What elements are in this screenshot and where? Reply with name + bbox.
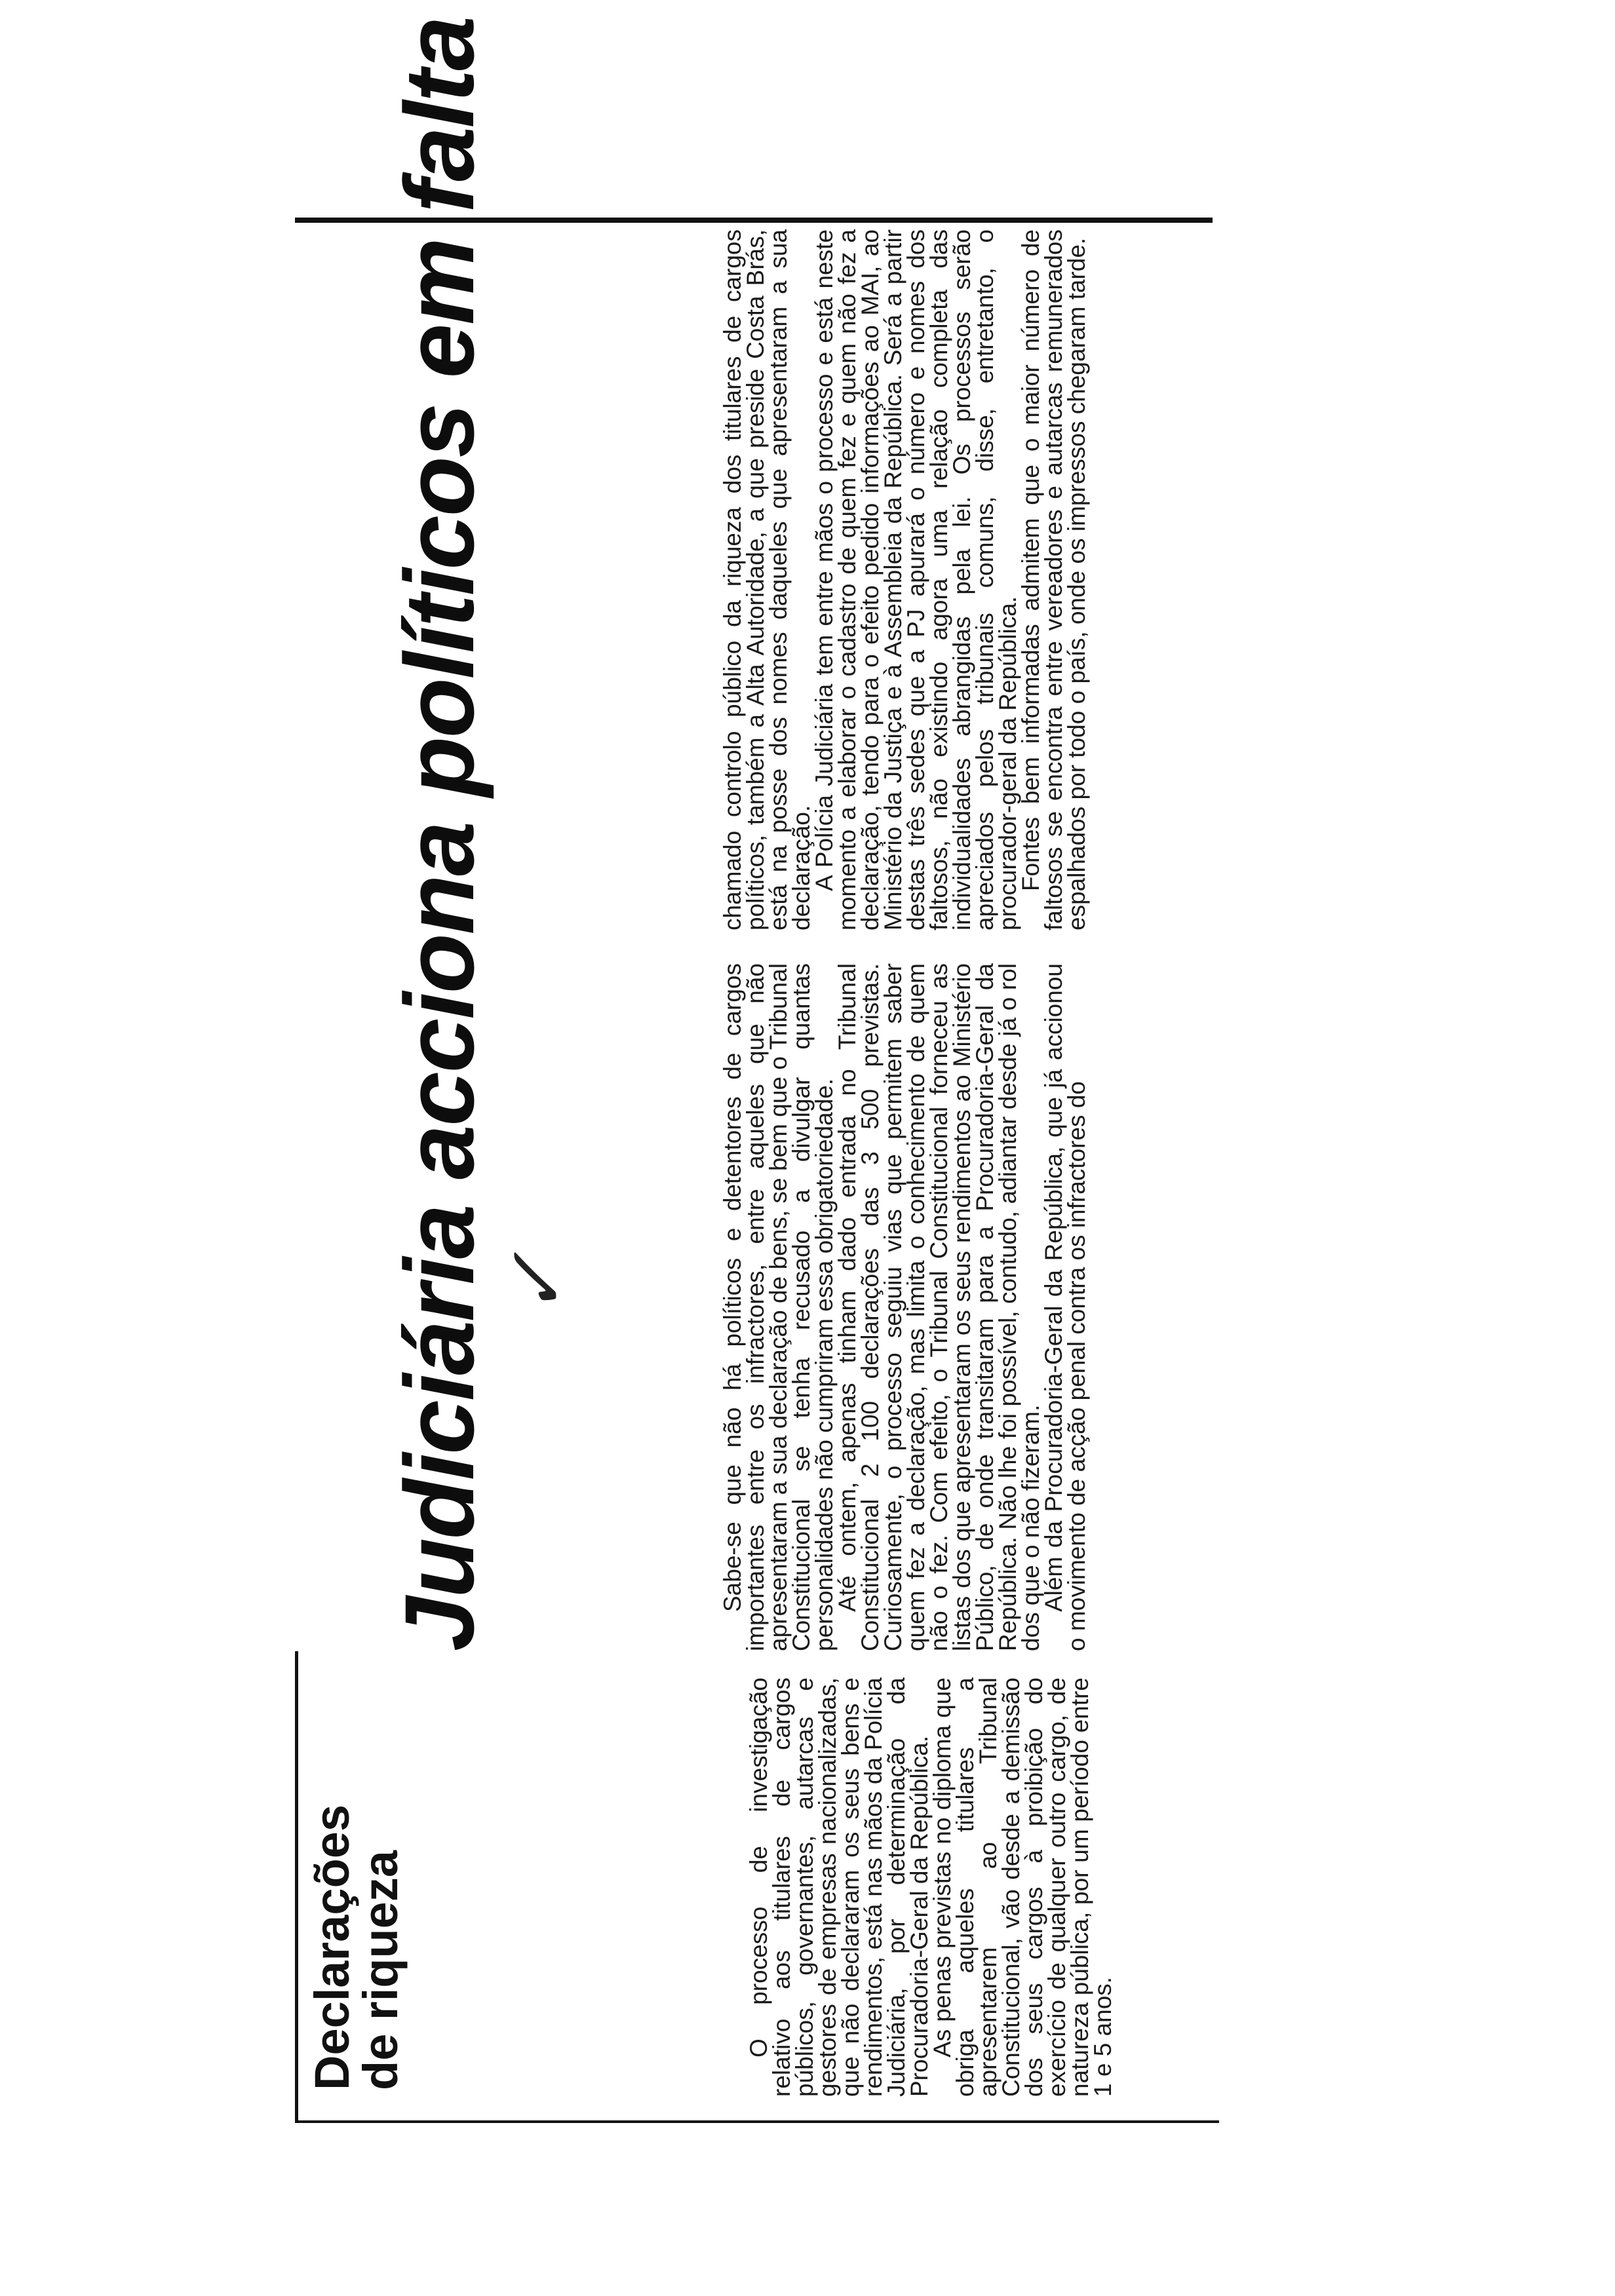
body-paragraph: Fontes bem informadas admitem que o maior número de faltosos se encontra entre vereadores e autarcas remunerados espalhados por todo o país, onde os impressos chegaram tarde. xyxy=(1017,229,1090,930)
intro-paragraph-2: As penas previstas no diploma que obriga aqueles titulares a apresentarem ao Tribunal Constitucional, vão desde a demissão dos seus cargos à proibição do exercício de qualquer outro cargo, de natureza pública, por um período entre 1 e 5 anos. xyxy=(929,1677,1116,2097)
top-rule xyxy=(295,1651,298,2123)
kicker xyxy=(305,1671,408,2090)
body-column-2 xyxy=(721,229,1088,930)
body-paragraph: Sabe-se que não há políticos e detentores de cargos importantes entre os infractores, entre aqueles que não apresentaram a sua declaração de bens, se bem que o Tribunal Constitucional se tenha recusado a divulgar quantas personalidades não cumpriram essa obrigatoriedade. xyxy=(719,963,838,1651)
intro-paragraph-1: O processo de investigação relativo aos titulares de cargos públicos, governantes, autarcas e gestores de empresas nacionalizadas, que não declararam os seus bens e rendimentos, está nas mãos da Polícia Judiciária, por determinação da Procuradoria-Geral da República. xyxy=(745,1677,933,2097)
headline: Judiciária acciona políticos em falta xyxy=(384,17,494,1651)
kicker-line-2: de riqueza xyxy=(353,1850,408,2090)
body-paragraph: chamado controlo público da riqueza dos titulares de cargos políticos, também a Alta Autoridade, a que preside Costa Brás, está na posse dos nomes daqueles que apresentaram a sua declaração. xyxy=(719,229,815,930)
kicker-line-1: Declarações xyxy=(305,1804,359,2090)
pen-mark-icon: ✓ xyxy=(492,1251,583,1317)
body-column-1 xyxy=(721,963,1088,1651)
newspaper-clipping xyxy=(295,17,1245,2123)
body-paragraph: A Polícia Judiciária tem entre mãos o processo e está neste momento a elaborar o cadastro de quem fez e quem não fez a declaração, tendo para o efeito pedido informações ao MAI, ao Ministério da Justiça e à Assembleia da República. Será a partir destas três sedes que a PJ apurará o número e nomes dos faltosos, não existindo agora uma relação completa das individualidades abrangidas pela lei. Os processos serão apreciados pelos tribunais comuns, disse, entretanto, o procurador-geral da República. xyxy=(811,229,1021,930)
body-paragraph: Além da Procuradoria-Geral da República, que já accionou o movimento de acção penal contra os infractores do xyxy=(1040,963,1090,1651)
left-rule xyxy=(295,2120,1219,2123)
body-paragraph: Até ontem, apenas tinham dado entrada no Tribunal Constitucional 2 100 declarações das 3 500 previstas. Curiosamente, o processo seguiu vias que permitem saber quem fez a declaração, mas limita o conhecimento de quem não o fez. Com efeito, o Tribunal Constitucional forneceu as listas dos que apresentaram os seus rendimentos ao Ministério Público, de onde transitaram para a Procuradoria-Geral da República. Não lhe foi possível, contudo, adiantar desde já o rol dos que o não fizeram. xyxy=(834,963,1044,1651)
intro-column xyxy=(747,1677,1114,2097)
